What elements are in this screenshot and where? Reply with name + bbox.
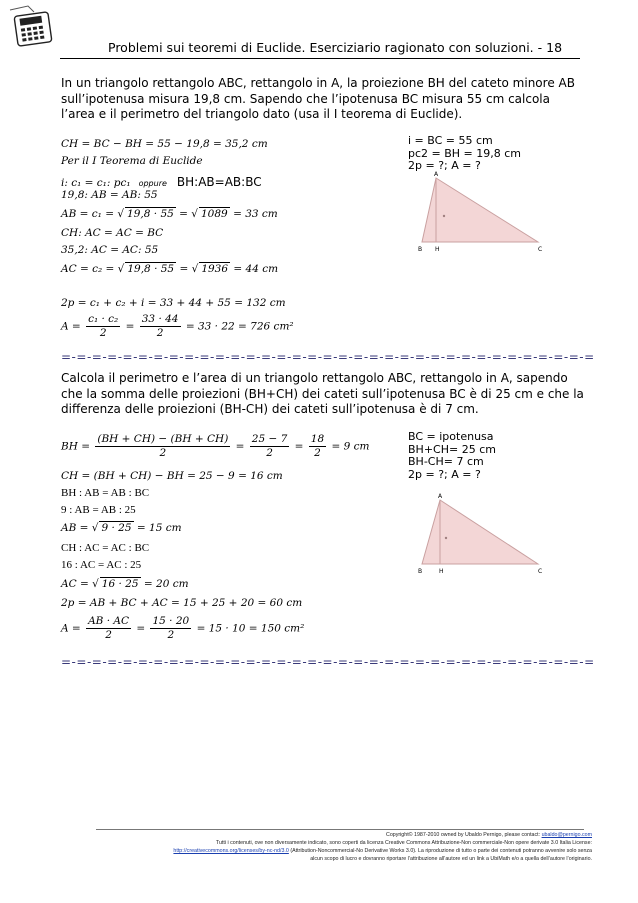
triangle-shape [422, 178, 538, 242]
p2-bh-post: = 9 cm [328, 440, 370, 453]
p2-ac-pre: AC = [61, 578, 93, 590]
p2-bh-eq1: = [232, 440, 248, 453]
given-line: BC = ipotenusa [408, 430, 494, 443]
p1-ab-radicand: 19,8 · 55 [127, 208, 174, 220]
footer-attribution: alcun scopo di lucro e dovranno riportare l’attribuzione all’autore ed un link a UbiMath e/o a quella dell’autore l’originario. [310, 856, 592, 862]
given-line: BH-CH= 7 cm [408, 455, 484, 468]
p2-step-ch-ac-values: 16 : AC = AC : 25 [61, 559, 142, 571]
p2-ac-post: = 20 cm [140, 578, 189, 590]
fraction-numerator: AB · AC [88, 615, 129, 627]
fraction-denominator: 2 [167, 629, 175, 641]
fraction-denominator: 2 [99, 327, 107, 339]
p1-step-proportion-values: 19,8: AB = AB: 55 [61, 189, 158, 201]
fraction-denominator: 2 [156, 327, 164, 339]
p1-area-pre: A = [61, 320, 85, 333]
given-line: 2p = ?; A = ? [408, 159, 481, 172]
given-line: 2p = ?; A = ? [408, 467, 481, 481]
given-line: i = BC = 55 cm [408, 134, 493, 147]
p1-step-ch-ac: CH: AC = AC = BC [61, 227, 164, 239]
p2-area-post: = 15 · 10 = 150 cm² [193, 622, 305, 635]
p2-bh-fraction2 [250, 433, 290, 460]
p2-step-ch: CH = (BH + CH) − BH = 25 − 9 = 16 cm [61, 470, 283, 482]
p1-ac-pre: AC = c₂ = [61, 263, 118, 275]
vertex-label-a: A [434, 171, 439, 178]
fraction-numerator: 33 · 44 [141, 313, 179, 325]
footer-license: Tutti i contenuti, ove non diversamente indicato, sono coperti da licenza Creative Commons Attribuzione-Non commerciale-Non opere derivate 3.0 Italia License: [215, 840, 592, 846]
p1-ac-radicand: 19,8 · 55 [127, 263, 175, 275]
section-separator: =-=-=-=-=-=-=-=-=-=-=-=-=-=-=-=-=-=-=-=-=-=-=-=-=-=-=-=-=-=-=-=-=-=-= [61, 655, 595, 669]
p2-ab-post: = 15 cm [133, 522, 182, 534]
p1-proportion-plain: BH:AB=AB:BC [176, 175, 262, 189]
problem1-given [408, 135, 521, 173]
fraction-numerator: (BH + CH) − (BH + CH) [97, 433, 229, 445]
footer-license-link[interactable]: http://creativecommons.org/licenses/by-nc-nd/3.0 [173, 848, 289, 854]
p1-oppure: oppure [138, 179, 167, 188]
p2-ab-radicand: 9 · 25 [101, 522, 132, 534]
calculator-logo-icon [8, 4, 60, 48]
fraction-denominator: 2 [314, 447, 321, 459]
p2-step-ch-ac: CH : AC = AC : BC [61, 542, 150, 554]
p1-ab-post: = 33 cm [229, 208, 278, 220]
p1-step-ch-ac-values: 35,2: AC = AC: 55 [61, 244, 159, 256]
fraction-numerator: 15 · 20 [152, 615, 190, 627]
p2-area-fraction [86, 615, 131, 642]
problem1-text [61, 76, 575, 123]
p1-step-ac: AC = c₂ = √ 19,8 · 55 = √ 1936 = 44 cm [61, 263, 279, 275]
p2-bh-fraction3 [309, 433, 326, 460]
fraction-denominator: 2 [159, 447, 167, 459]
p1-step-ch: CH = BC − BH = 55 − 19,8 = 35,2 cm [61, 138, 268, 150]
vertex-label-h: H [439, 568, 444, 575]
vertex-label-h: H [435, 246, 440, 253]
triangle-point [443, 215, 445, 217]
footer-license-rest: (Attribution-Noncommercial-No Derivative Works 3.0). La riproduzione di tutto o parte dei contenuti potranno avvenire solo senza [288, 848, 592, 854]
p1-step-area [61, 313, 294, 340]
p2-bh-pre: BH = [61, 440, 94, 453]
header-divider [60, 58, 580, 59]
given-line: BH+CH= 25 cm [408, 442, 496, 456]
problem1-text-line: sull’ipotenusa misura 19,8 cm. Sapendo che l’ipotenusa BC misura 55 cm calcola [61, 91, 550, 106]
triangle-point [445, 537, 447, 539]
p1-area-post: = 33 · 22 = 726 cm² [182, 320, 294, 333]
p2-step-proportion-values: 9 : AB = AB : 25 [61, 504, 136, 516]
fraction-numerator: c₁ · c₂ [88, 313, 119, 325]
triangle-shape [422, 500, 538, 564]
p2-ac-radicand: 16 · 25 [101, 578, 139, 590]
problem2-text-line: differenza delle proiezioni (BH-CH) dei cateti sull’ipotenusa è di 7 cm. [61, 402, 479, 416]
problem2-text [61, 371, 584, 418]
vertex-label-a: A [438, 493, 443, 500]
p1-step-theorem: Per il I Teorema di Euclide [61, 155, 203, 167]
p2-bh-fraction [95, 433, 230, 460]
problem1-text-line: l’area e il perimetro del triangolo dato (usa il I teorema di Euclide). [61, 107, 463, 121]
fraction-numerator: 18 [310, 433, 325, 445]
footer-copyright [386, 832, 592, 838]
p2-step-proportion: BH : AB = AB : BC [61, 487, 150, 499]
footer-copyright-text: Copyright© 1987-2010 owned by Ubaldo Pernigo, please contact: [386, 832, 542, 838]
footer-divider [96, 829, 584, 830]
footer-email-link[interactable]: ubaldo@pernigo.com [541, 832, 592, 838]
section-separator: =-=-=-=-=-=-=-=-=-=-=-=-=-=-=-=-=-=-=-=-=-=-=-=-=-=-=-=-=-=-=-=-=-=-= [61, 350, 595, 364]
p1-ab-radicand2: 1089 [201, 208, 228, 220]
p1-area-fraction2 [140, 313, 181, 340]
p2-bh-eq2: = [291, 440, 307, 453]
p2-step-bh [61, 433, 370, 460]
vertex-label-b: B [418, 568, 423, 575]
p2-step-area [61, 615, 304, 642]
p2-step-ab: AB = √ 9 · 25 = 15 cm [61, 522, 182, 534]
problem2-text-line: Calcola il perimetro e l’area di un triangolo rettangolo ABC, rettangolo in A, sapendo [61, 371, 568, 385]
p1-step-perimeter: 2p = c₁ + c₂ + i = 33 + 44 + 55 = 132 cm [61, 297, 286, 309]
p1-area-mid: = [122, 320, 138, 333]
p1-ac-radicand2: 1936 [201, 263, 229, 275]
problem2-text-line: che la somma delle proiezioni (BH+CH) dei cateti sull’ipotenusa BC è di 25 cm e che la [61, 386, 584, 401]
fraction-denominator: 2 [266, 447, 273, 459]
vertex-label-b: B [418, 246, 423, 253]
p1-ac-post: = 44 cm [230, 263, 279, 275]
p2-step-perimeter: 2p = AB + BC + AC = 15 + 25 + 20 = 60 cm [61, 597, 303, 609]
p2-step-ac: AC = √ 16 · 25 = 20 cm [61, 578, 189, 590]
given-line: pc2 = BH = 19,8 cm [408, 146, 522, 160]
fraction-numerator: 25 − 7 [251, 433, 288, 445]
problem2-given [408, 431, 496, 481]
p2-area-pre: A = [61, 622, 85, 635]
footer-license-link-line [173, 848, 592, 854]
p1-step-proportion [61, 171, 262, 190]
p1-ac-mid: = [176, 263, 192, 275]
problem2-triangle-diagram [410, 490, 550, 580]
header-title: Problemi sui teoremi di Euclide. Eserciziario ragionato con soluzioni. - 18 [108, 40, 563, 55]
p2-area-mid: = [133, 622, 149, 635]
fraction-denominator: 2 [105, 629, 112, 641]
p1-step-ab: AB = c₁ = √ 19,8 · 55 = √ 1089 = 33 cm [61, 208, 278, 220]
vertex-label-c: C [538, 246, 543, 253]
p2-area-fraction2 [150, 615, 191, 642]
vertex-label-c: C [538, 568, 543, 575]
p1-proportion-formula: i: c₁ = c₁: pc₁ [61, 177, 131, 189]
p2-ab-pre: AB = [61, 522, 92, 534]
p1-area-fraction [86, 313, 120, 340]
problem1-text-line: In un triangolo rettangolo ABC, rettangolo in A, la proiezione BH del cateto minore AB [61, 76, 575, 90]
p1-ab-mid: = [175, 208, 192, 220]
problem1-triangle-diagram [410, 168, 550, 258]
p1-ab-pre: AB = c₁ = [61, 208, 118, 220]
